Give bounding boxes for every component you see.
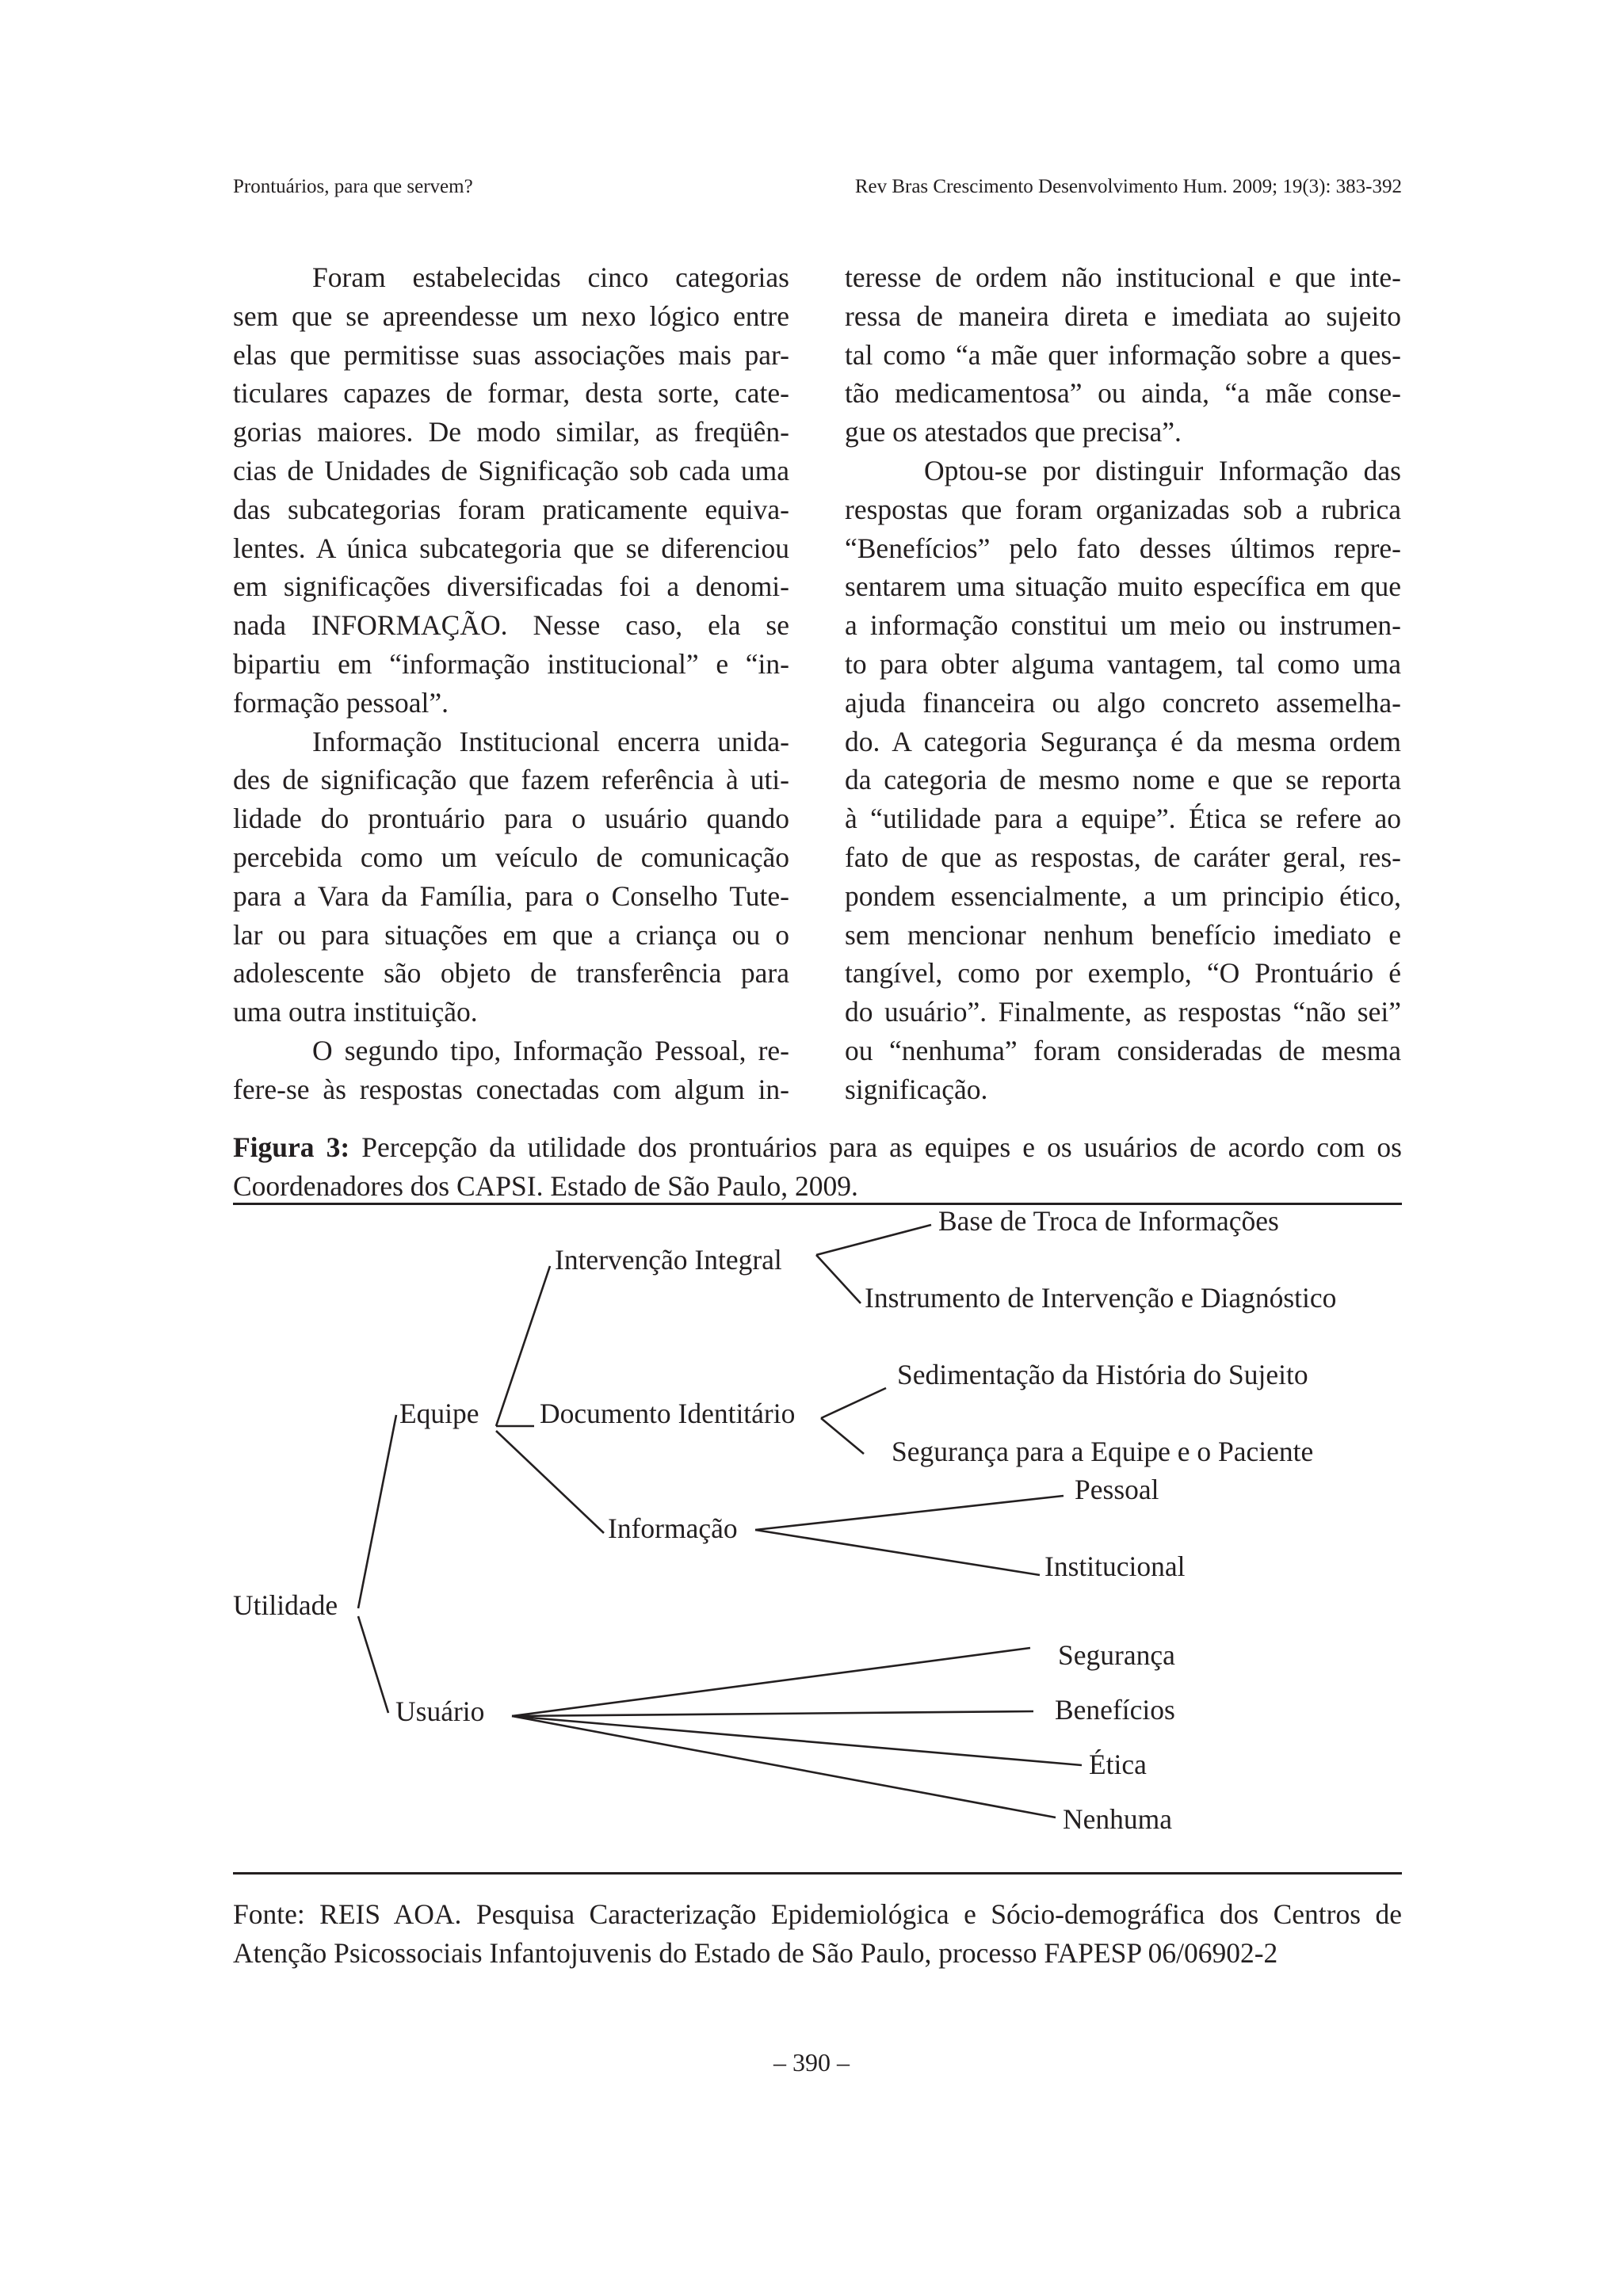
caption-text-1: Percepção da utilidade dos prontuários para as equipes e os usuários de acordo com os — [349, 1131, 1402, 1163]
text-line: gorias maiores. De modo similar, as freqüên- — [233, 416, 789, 448]
text-line: ressa de maneira direta e imediata ao sujeito — [845, 299, 1401, 332]
text-line: bipartiu em “informação institucional” e “in- — [233, 647, 789, 680]
node-etica: Ética — [1089, 1749, 1147, 1781]
running-header-citation: Rev Bras Crescimento Desenvolvimento Hum. 2009; 19(3): 383-392 — [854, 176, 1402, 197]
edge-usuario-nenhuma — [512, 1716, 1056, 1817]
edge-usuario-beneficios — [512, 1711, 1033, 1716]
edge-root-usuario — [358, 1616, 388, 1713]
edge-documento-seguranca — [821, 1418, 864, 1454]
text-line: to para obter alguma vantagem, tal como uma — [845, 647, 1401, 680]
text-line: fato de que as respostas, de caráter geral, res- — [845, 841, 1401, 873]
text-line: cias de Unidades de Significação sob cada uma — [233, 454, 789, 486]
node-beneficios: Benefícios — [1055, 1694, 1175, 1726]
node-utilidade: Utilidade — [233, 1589, 338, 1622]
text-line: da categoria de mesmo nome e que se reporta — [845, 764, 1401, 796]
node-nenhuma: Nenhuma — [1063, 1803, 1173, 1836]
running-header-title: Prontuários, para que servem? — [233, 176, 473, 197]
edge-informacao-pessoal — [755, 1496, 1064, 1530]
text-line: respostas que foram organizadas sob a rubrica — [845, 493, 1401, 525]
node-equipe: Equipe — [399, 1398, 479, 1430]
text-line: das subcategorias foram praticamente equiva- — [233, 493, 789, 525]
source-line-2: Atenção Psicossociais Infantojuvenis do Estado de São Paulo, processo FAPESP 06/06902-2 — [233, 1936, 1278, 1969]
text-line: ajuda financeira ou algo concreto assemelha- — [845, 686, 1401, 719]
figure-source — [233, 1895, 1402, 1973]
text-line: do usuário”. Finalmente, as respostas “não sei” — [845, 996, 1401, 1028]
text-line: lidade do prontuário para o usuário quando — [233, 803, 789, 835]
text-line: sentarem uma situação muito específica em que — [845, 570, 1401, 603]
node-intervencao-integral: Intervenção Integral — [555, 1244, 782, 1276]
node-documento-identitario: Documento Identitário — [540, 1398, 796, 1430]
text-line: teresse de ordem não institucional e que inte- — [845, 261, 1401, 293]
text-line: formação pessoal”. — [233, 686, 449, 719]
text-line: percebida como um veículo de comunicação — [233, 841, 789, 873]
edge-root-equipe — [358, 1415, 396, 1608]
text-line: fere-se às respostas conectadas com algum in- — [233, 1073, 789, 1105]
text-line: significação. — [845, 1073, 988, 1105]
text-line: tal como “a mãe quer informação sobre a ques- — [845, 338, 1401, 371]
edge-documento-sedimentacao — [821, 1388, 886, 1418]
text-line: nada INFORMAÇÃO. Nesse caso, ela se — [233, 609, 789, 642]
text-line: des de significação que fazem referência à uti- — [233, 764, 789, 796]
text-line: tão medicamentosa” ou ainda, “a mãe conse- — [845, 377, 1401, 410]
text-line: à “utilidade para a equipe”. Ética se refere ao — [845, 803, 1401, 835]
figure-bottom-rule — [233, 1872, 1402, 1875]
edge-intervencao-instrumento — [816, 1255, 861, 1303]
text-line: do. A categoria Segurança é da mesma ordem — [845, 725, 1401, 757]
text-line: Informação Institucional encerra unida- — [312, 725, 789, 757]
text-line: “Benefícios” pelo fato desses últimos repre- — [845, 532, 1401, 564]
edge-informacao-institucional — [755, 1530, 1040, 1575]
text-line: para a Vara da Família, para o Conselho Tute- — [233, 879, 789, 912]
text-line: lentes. A única subcategoria que se diferenciou — [233, 532, 789, 564]
text-line: Foram estabelecidas cinco categorias — [312, 261, 789, 293]
node-seguranca-equipe: Segurança para a Equipe e o Paciente — [892, 1436, 1314, 1468]
text-line: elas que permitisse suas associações mais par- — [233, 338, 789, 371]
edge-intervencao-base — [816, 1225, 931, 1255]
node-sedimentacao: Sedimentação da História do Sujeito — [897, 1359, 1308, 1391]
edge-usuario-seguranca — [512, 1648, 1030, 1716]
edge-equipe-informacao — [496, 1431, 604, 1533]
text-line: uma outra instituição. — [233, 996, 478, 1028]
text-line: adolescente são objeto de transferência para — [233, 957, 789, 990]
node-usuario: Usuário — [395, 1695, 485, 1728]
text-line: lar ou para situações em que a criança ou o — [233, 918, 789, 951]
text-line: ticulares capazes de formar, desta sorte, cate- — [233, 377, 789, 410]
node-informacao: Informação — [608, 1512, 738, 1545]
text-line: em significações diversificadas foi a denomi- — [233, 570, 789, 603]
text-line: gue os atestados que precisa”. — [845, 416, 1182, 448]
text-line: sem mencionar nenhum benefício imediato e — [845, 918, 1401, 951]
text-line: tangível, como por exemplo, “O Prontuário é — [845, 957, 1401, 990]
text-line: ou “nenhuma” foram consideradas de mesma — [845, 1034, 1401, 1066]
caption-text-2: Coordenadores dos CAPSI. Estado de São Paulo, 2009. — [233, 1169, 858, 1202]
text-line: O segundo tipo, Informação Pessoal, re- — [312, 1034, 789, 1066]
text-line: Optou-se por distinguir Informação das — [924, 454, 1401, 486]
text-line: a informação constitui um meio ou instrumen- — [845, 609, 1401, 642]
node-pessoal: Pessoal — [1075, 1474, 1159, 1506]
source-line-1: Fonte: REIS AOA. Pesquisa Caracterização Epidemiológica e Sócio-demográfica dos Centros de — [233, 1898, 1402, 1930]
node-seguranca: Segurança — [1058, 1639, 1175, 1672]
text-line: sem que se apreendesse um nexo lógico entre — [233, 299, 789, 332]
figure-label: Figura 3: — [233, 1131, 350, 1163]
edge-usuario-etica — [512, 1716, 1082, 1765]
text-line: pondem essencialmente, a um principio ético, — [845, 879, 1401, 912]
page-number: – 390 – — [773, 2048, 850, 2077]
node-base-troca: Base de Troca de Informações — [938, 1205, 1279, 1238]
node-institucional: Institucional — [1044, 1550, 1186, 1583]
node-instrumento: Instrumento de Intervenção e Diagnóstico — [865, 1282, 1337, 1314]
